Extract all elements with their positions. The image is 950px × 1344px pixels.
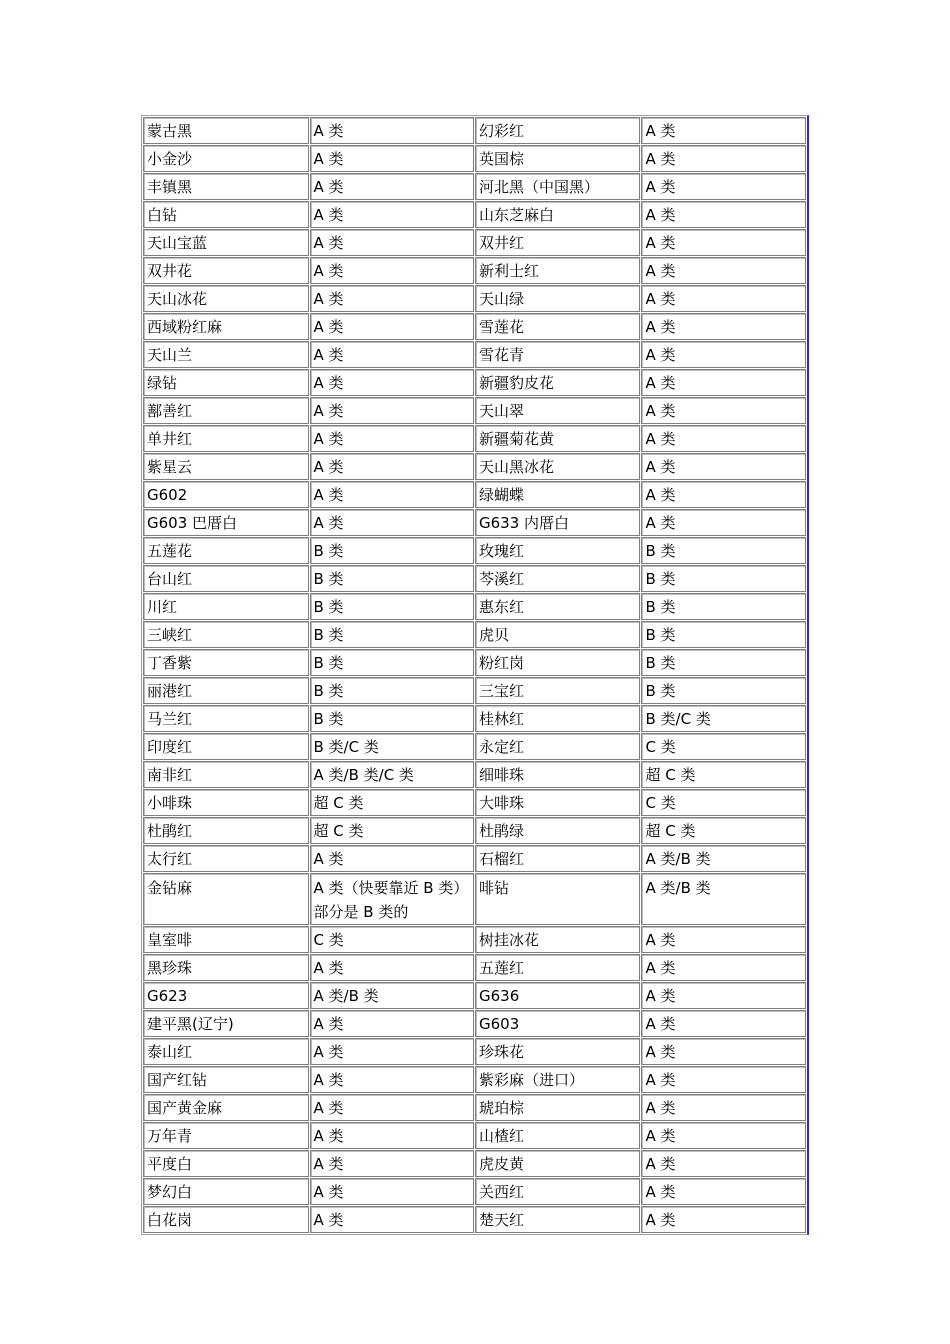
stone-name-cell: 大啡珠 [475,789,641,816]
stone-name-cell: 玫瑰红 [475,537,641,564]
stone-name-cell: 虎皮黄 [475,1150,641,1177]
stone-name-cell: 山楂红 [475,1122,641,1149]
table-body [143,117,806,1233]
table-row [143,257,806,284]
grade-cell: C 类 [310,926,474,953]
stone-name-cell: 南非红 [143,761,309,788]
grade-cell: A 类 [310,1122,474,1149]
stone-name-cell: 天山黑冰花 [475,453,641,480]
stone-name-cell: 杜鹃绿 [475,817,641,844]
grade-cell: B 类 [310,537,474,564]
grade-cell: A 类 [641,313,806,340]
grade-cell: A 类 [310,369,474,396]
stone-name-cell: 丰镇黑 [143,173,309,200]
stone-name-cell: 绿蝴蝶 [475,481,641,508]
stone-name-cell: 幻彩红 [475,117,641,144]
stone-name-cell: 河北黑（中国黑） [475,173,641,200]
grade-cell: A 类 [310,1094,474,1121]
grade-cell: A 类 [641,1066,806,1093]
table-row [143,481,806,508]
table-row [143,621,806,648]
stone-name-cell: 太行红 [143,845,309,872]
stone-name-cell: 紫彩麻（进口） [475,1066,641,1093]
grade-cell: B 类 [310,593,474,620]
stone-name-cell: 鄯善红 [143,397,309,424]
stone-name-cell: 黑珍珠 [143,954,309,981]
grade-cell: B 类 [641,565,806,592]
table-row [143,1094,806,1121]
grade-cell: A 类 [310,173,474,200]
table-row [143,1206,806,1233]
grade-cell: A 类 [641,369,806,396]
grade-cell: 超 C 类 [310,817,474,844]
grade-cell: A 类 [641,453,806,480]
table-row [143,313,806,340]
grade-cell: B 类 [641,677,806,704]
grade-cell: A 类 [641,1094,806,1121]
stone-name-cell: G602 [143,481,309,508]
table-row [143,201,806,228]
stone-name-cell: 石榴红 [475,845,641,872]
stone-name-cell: 马兰红 [143,705,309,732]
grade-cell: A 类 [641,982,806,1009]
table-row [143,817,806,844]
grade-cell: A 类 [641,173,806,200]
stone-name-cell: 雪花青 [475,341,641,368]
stone-name-cell: 双井红 [475,229,641,256]
stone-name-cell: 桂林红 [475,705,641,732]
stone-name-cell: 虎贝 [475,621,641,648]
grade-cell: A 类/B 类 [641,845,806,872]
grade-cell: B 类/C 类 [310,733,474,760]
table-row [143,369,806,396]
grade-cell: A 类 [310,1150,474,1177]
table-row [143,649,806,676]
grade-cell: A 类 [641,397,806,424]
stone-name-cell: 小金沙 [143,145,309,172]
stone-name-cell: 蒙古黑 [143,117,309,144]
grade-cell: A 类 [310,453,474,480]
stone-name-cell: 川红 [143,593,309,620]
table-row [143,537,806,564]
stone-name-cell: 芩溪红 [475,565,641,592]
table-row [143,845,806,872]
grade-cell: B 类 [641,537,806,564]
stone-name-cell: 啡钻 [475,873,641,925]
stone-name-cell: 细啡珠 [475,761,641,788]
table-row [143,677,806,704]
grade-cell: A 类 [641,1150,806,1177]
grade-cell: A 类 [641,1010,806,1037]
stone-name-cell: 雪莲花 [475,313,641,340]
table-row [143,1150,806,1177]
stone-name-cell: 丽港红 [143,677,309,704]
stone-name-cell: 新疆菊花黄 [475,425,641,452]
stone-name-cell: G623 [143,982,309,1009]
grade-cell: A 类 [310,1010,474,1037]
table-row [143,982,806,1009]
stone-name-cell: 英国棕 [475,145,641,172]
stone-name-cell: 惠东红 [475,593,641,620]
table-row [143,1010,806,1037]
grade-cell: A 类 [641,425,806,452]
grade-cell: A 类/B 类 [310,982,474,1009]
stone-name-cell: 泰山红 [143,1038,309,1065]
stone-name-cell: 关西红 [475,1178,641,1205]
grade-cell: A 类 [641,201,806,228]
table-row [143,117,806,144]
grade-cell: A 类 [310,229,474,256]
grade-cell: A 类 [641,1038,806,1065]
stone-name-cell: 天山宝蓝 [143,229,309,256]
stone-name-cell: 楚天红 [475,1206,641,1233]
stone-name-cell: 紫星云 [143,453,309,480]
table-row [143,593,806,620]
grade-cell: A 类 [310,425,474,452]
stone-name-cell: 树挂冰花 [475,926,641,953]
stone-name-cell: 天山翠 [475,397,641,424]
grade-cell: A 类/B 类/C 类 [310,761,474,788]
grade-cell: A 类 [310,1066,474,1093]
stone-name-cell: 金钻麻 [143,873,309,925]
table-row [143,761,806,788]
stone-name-cell: 皇室啡 [143,926,309,953]
grade-cell: A 类 [310,1206,474,1233]
stone-name-cell: 西域粉红麻 [143,313,309,340]
grade-cell: A 类 [641,926,806,953]
table-row [143,1066,806,1093]
grade-cell: A 类 [310,117,474,144]
grade-cell: A 类 [310,509,474,536]
grade-cell: A 类 [310,845,474,872]
grade-cell: A 类（快要靠近 B 类）部分是 B 类的 [310,873,474,925]
grade-cell: B 类 [310,621,474,648]
stone-name-cell: 小啡珠 [143,789,309,816]
table-row [143,173,806,200]
stone-name-cell: 五莲红 [475,954,641,981]
table-row [143,1122,806,1149]
grade-cell: 超 C 类 [310,789,474,816]
grade-cell: B 类 [641,649,806,676]
table-row [143,509,806,536]
grade-cell: A 类 [641,1178,806,1205]
grade-cell: C 类 [641,789,806,816]
grade-cell: A 类 [310,313,474,340]
stone-name-cell: 白钻 [143,201,309,228]
grade-cell: A 类 [641,145,806,172]
stone-name-cell: 三宝红 [475,677,641,704]
grade-cell: B 类 [310,677,474,704]
grade-cell: A 类 [310,397,474,424]
grade-cell: A 类 [641,229,806,256]
grade-cell: A 类 [310,954,474,981]
document-page [141,115,809,1235]
stone-name-cell: 双井花 [143,257,309,284]
table-row [143,954,806,981]
grade-cell: A 类 [310,201,474,228]
grade-cell: A 类 [310,145,474,172]
grade-cell: 超 C 类 [641,761,806,788]
stone-name-cell: 天山绿 [475,285,641,312]
stone-name-cell: 永定红 [475,733,641,760]
stone-name-cell: 平度白 [143,1150,309,1177]
grade-cell: A 类 [310,257,474,284]
stone-grade-table [141,115,809,1235]
stone-name-cell: 印度红 [143,733,309,760]
stone-name-cell: 三峡红 [143,621,309,648]
grade-cell: A 类 [310,481,474,508]
table-row [143,565,806,592]
stone-name-cell: G633 内厝白 [475,509,641,536]
stone-name-cell: 粉红岗 [475,649,641,676]
grade-cell: A 类 [641,1122,806,1149]
stone-name-cell: 白花岗 [143,1206,309,1233]
grade-cell: C 类 [641,733,806,760]
grade-cell: A 类 [641,954,806,981]
stone-name-cell: 杜鹃红 [143,817,309,844]
grade-cell: A 类 [310,1178,474,1205]
grade-cell: A 类 [641,509,806,536]
table-row [143,733,806,760]
table-row [143,425,806,452]
stone-name-cell: 绿钻 [143,369,309,396]
table-row [143,229,806,256]
table-row [143,789,806,816]
grade-cell: B 类 [641,593,806,620]
grade-cell: B 类 [310,705,474,732]
grade-cell: A 类 [641,341,806,368]
grade-cell: A 类 [641,285,806,312]
stone-name-cell: G603 巴厝白 [143,509,309,536]
stone-name-cell: 天山兰 [143,341,309,368]
table-row [143,705,806,732]
stone-name-cell: 珍珠花 [475,1038,641,1065]
table-row [143,397,806,424]
grade-cell: 超 C 类 [641,817,806,844]
stone-name-cell: 单井红 [143,425,309,452]
grade-cell: B 类/C 类 [641,705,806,732]
grade-cell: A 类 [641,117,806,144]
stone-name-cell: 新利士红 [475,257,641,284]
grade-cell: A 类 [641,257,806,284]
grade-cell: A 类 [641,481,806,508]
stone-name-cell: 建平黑(辽宁) [143,1010,309,1037]
stone-name-cell: 山东芝麻白 [475,201,641,228]
grade-cell: B 类 [310,565,474,592]
table-row [143,453,806,480]
table-row [143,285,806,312]
grade-cell: A 类 [310,341,474,368]
grade-cell: A 类/B 类 [641,873,806,925]
stone-name-cell: 琥珀棕 [475,1094,641,1121]
table-row [143,1178,806,1205]
grade-cell: A 类 [641,1206,806,1233]
stone-name-cell: 国产黄金麻 [143,1094,309,1121]
stone-name-cell: 丁香紫 [143,649,309,676]
table-row [143,926,806,953]
stone-name-cell: G603 [475,1010,641,1037]
stone-name-cell: 天山冰花 [143,285,309,312]
stone-name-cell: G636 [475,982,641,1009]
stone-name-cell: 新疆豹皮花 [475,369,641,396]
grade-cell: B 类 [641,621,806,648]
table-row [143,341,806,368]
table-row [143,873,806,925]
stone-name-cell: 梦幻白 [143,1178,309,1205]
table-row [143,1038,806,1065]
stone-name-cell: 万年青 [143,1122,309,1149]
stone-name-cell: 五莲花 [143,537,309,564]
grade-cell: A 类 [310,1038,474,1065]
table-row [143,145,806,172]
stone-name-cell: 台山红 [143,565,309,592]
stone-name-cell: 国产红钻 [143,1066,309,1093]
grade-cell: B 类 [310,649,474,676]
grade-cell: A 类 [310,285,474,312]
